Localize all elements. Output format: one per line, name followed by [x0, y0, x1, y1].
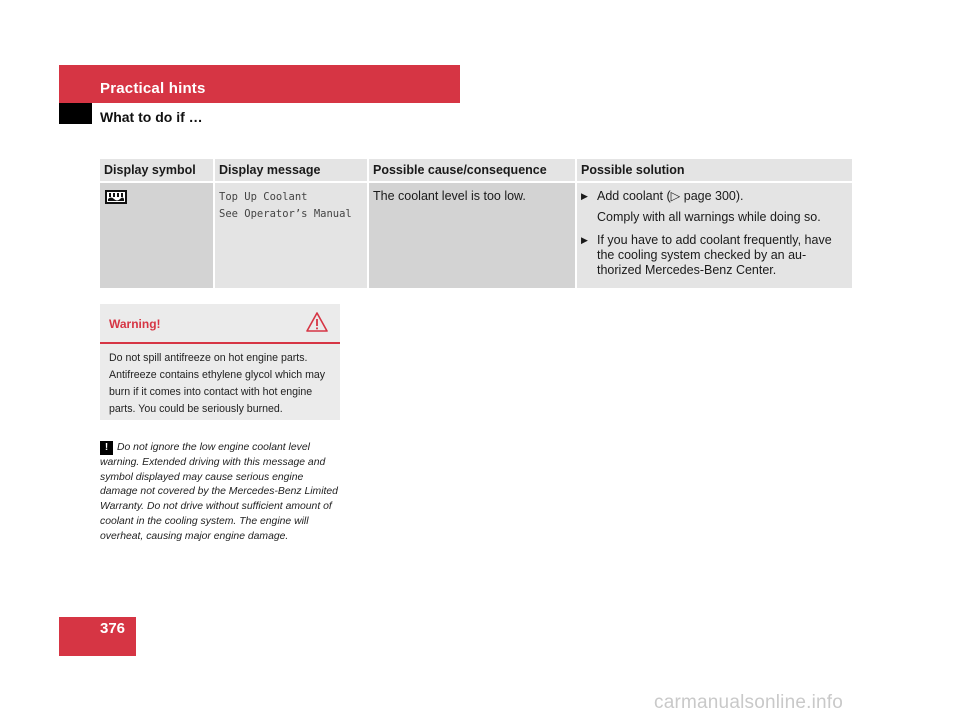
- message-cell: [214, 182, 368, 288]
- warning-title: Warning!: [109, 317, 161, 331]
- bullet-arrow-icon: ▶: [581, 191, 588, 201]
- page-number: 376: [100, 620, 126, 637]
- table-header-row: [100, 159, 852, 182]
- column-header-cause: Possible cause/consequence: [368, 159, 576, 182]
- caution-mark-icon: !: [100, 441, 113, 455]
- column-header-message: Display message: [214, 159, 368, 182]
- display-message-table: [100, 159, 852, 288]
- solution-note: Comply with all warnings while doing so.: [597, 210, 821, 224]
- table-row: [100, 182, 852, 288]
- page-subtitle: What to do if …: [100, 109, 203, 125]
- subtitle-marker: [59, 103, 92, 124]
- warning-box: [100, 304, 340, 420]
- solution-cell: [576, 182, 852, 288]
- solution-item: [581, 189, 848, 204]
- caution-note-text: Do not ignore the low engine coolant level warning. Extended driving with this message and symbol displayed may cause serious engine damage not covered by the Mercedes-Benz Limited Warranty. Do not drive without sufficient amount of coolant in the cooling system. The engine will overheat, causing major engine damage.: [100, 442, 338, 542]
- caution-note: [100, 441, 342, 545]
- message-line-2: See Operator’s Manual: [219, 208, 352, 220]
- symbol-cell: [100, 182, 214, 288]
- solution-text-2: If you have to add coolant frequently, have the cooling system checked by an au-thorized Mercedes-Benz Center.: [597, 233, 832, 277]
- watermark: carmanualsonline.info: [654, 692, 844, 713]
- column-header-symbol: Display symbol: [100, 159, 214, 182]
- cause-cell: The coolant level is too low.: [368, 182, 576, 288]
- solution-text-1: Add coolant (▷ page 300).: [597, 189, 744, 203]
- warning-triangle-icon: [306, 311, 328, 333]
- solution-item: [581, 233, 848, 278]
- coolant-level-icon: [104, 189, 128, 205]
- warning-text: Do not spill antifreeze on hot engine parts. Antifreeze contains ethylene glycol which may burn if it comes into contact with hot engine parts. You could be seriously burned.: [109, 352, 326, 415]
- bullet-arrow-icon: ▶: [581, 235, 588, 245]
- warning-header: [100, 304, 340, 344]
- section-title: Practical hints: [100, 80, 206, 97]
- column-header-solution: Possible solution: [576, 159, 852, 182]
- message-line-1: Top Up Coolant: [219, 191, 308, 203]
